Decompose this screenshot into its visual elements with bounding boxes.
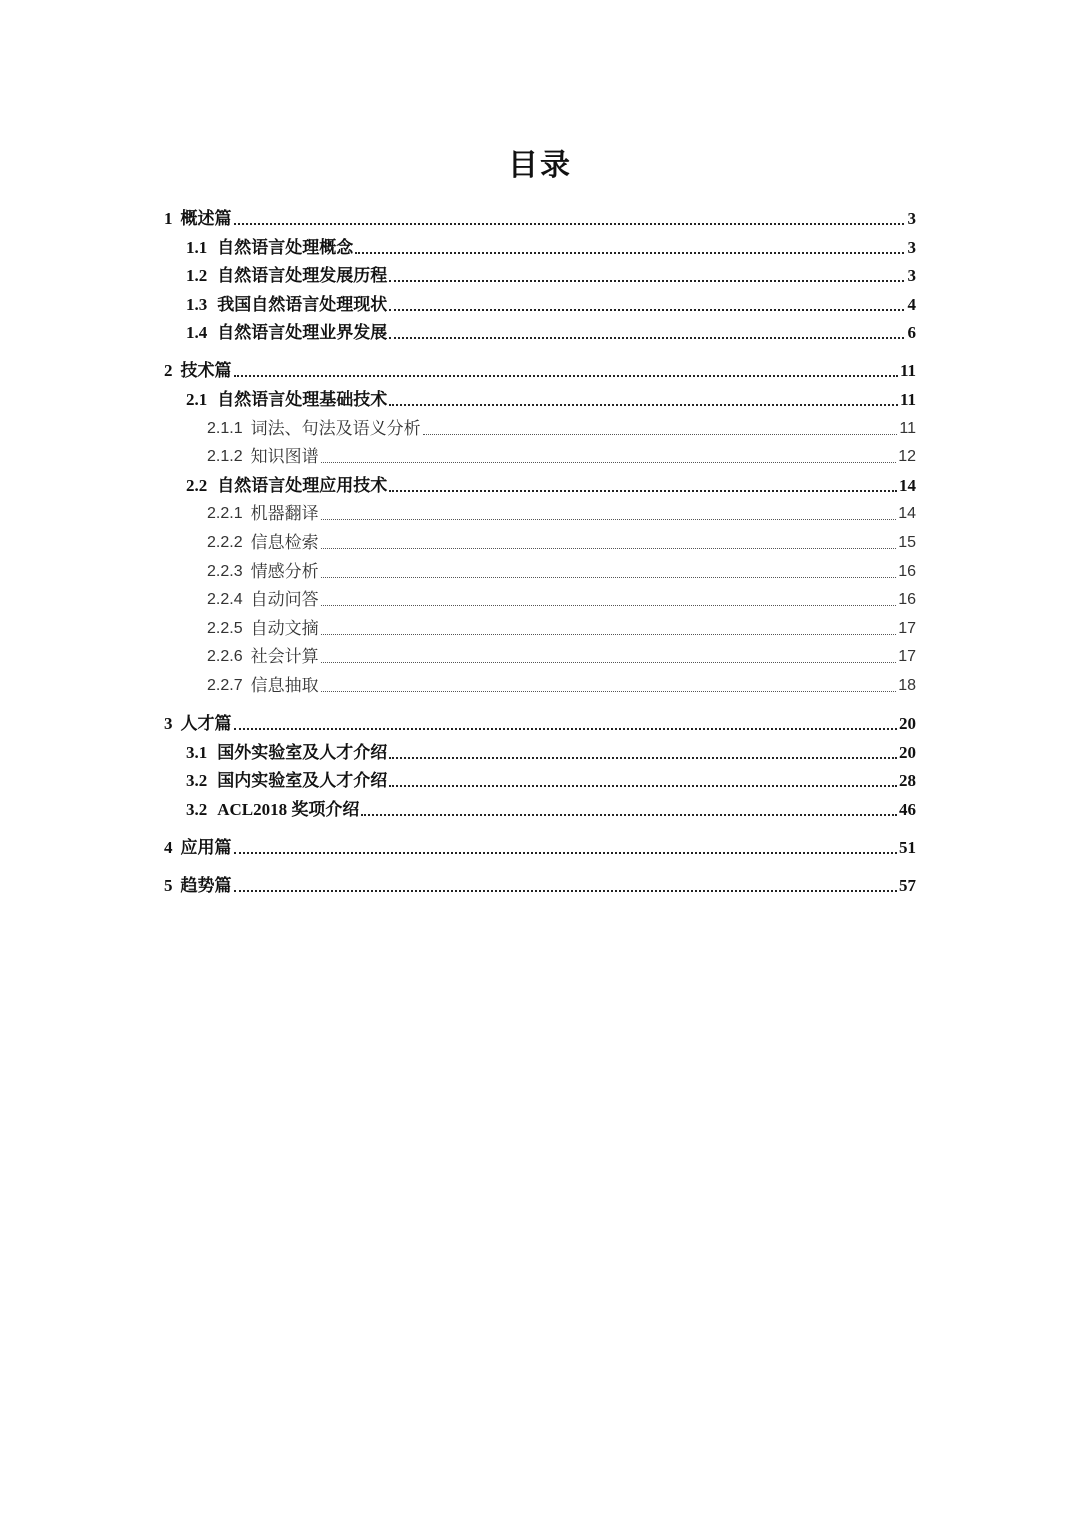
toc-entry[interactable] [164, 525, 916, 554]
toc-entry-label: 社会计算 [250, 647, 319, 667]
toc-entry-label: 信息抽取 [250, 675, 319, 695]
dot-leader [361, 814, 897, 816]
dot-leader [389, 490, 897, 492]
toc-entry-page-number: 11 [899, 419, 916, 437]
toc-entry-page-number: 15 [898, 533, 916, 551]
toc-entry[interactable] [164, 200, 916, 230]
toc-entry-number: 3.1 [186, 742, 208, 762]
toc-entry-label: 自然语言处理基础技术 [217, 389, 388, 409]
toc-entry-page-number: 11 [899, 361, 916, 381]
toc-entry-label: ACL2018 奖项介绍 [217, 799, 360, 819]
dot-leader [423, 434, 898, 435]
toc-entry-number: 3 [164, 713, 173, 733]
toc-entry-label: 机器翻译 [250, 504, 319, 524]
dot-leader [321, 691, 897, 692]
dot-leader [389, 757, 897, 759]
toc-entry-label: 词法、句法及语义分析 [250, 418, 421, 438]
toc-entry-label: 自然语言处理发展历程 [217, 266, 388, 286]
toc-entry[interactable] [164, 583, 916, 612]
toc-entry-number: 2 [164, 361, 173, 381]
toc-entry-number: 1.2 [186, 266, 208, 286]
toc-entry-label: 应用篇 [180, 837, 232, 857]
toc-entry[interactable] [164, 867, 916, 897]
dot-leader [321, 462, 897, 463]
toc-entry-label: 自然语言处理概念 [217, 237, 354, 257]
dot-leader [389, 785, 897, 787]
toc-entry-number: 1.1 [186, 237, 208, 257]
toc-entry-page-number: 3 [907, 237, 916, 257]
toc-entry-number: 2.1.1 [207, 419, 243, 437]
toc-entry[interactable] [164, 230, 916, 259]
toc-entry-number: 3.2 [186, 771, 208, 791]
toc-entry-page-number: 12 [898, 448, 916, 466]
toc-entry-page-number: 14 [899, 475, 916, 495]
toc-entry-label: 国外实验室及人才介绍 [217, 742, 388, 762]
toc-entry-number: 2.2.2 [207, 533, 243, 551]
toc-entry[interactable] [164, 497, 916, 526]
toc-entry-page-number: 14 [898, 505, 916, 523]
toc-entry-label: 概述篇 [180, 209, 232, 228]
toc-entry-label: 技术篇 [180, 361, 232, 381]
toc-entry-page-number: 20 [899, 742, 916, 762]
dot-leader [321, 634, 897, 635]
toc-entry-number: 2.1.2 [207, 448, 243, 466]
toc-entry[interactable] [164, 705, 916, 735]
dot-leader [234, 223, 905, 225]
toc-entry-page-number: 46 [899, 799, 916, 819]
toc-entry-page-number: 16 [898, 562, 916, 580]
toc-entry-label: 自然语言处理应用技术 [217, 475, 388, 495]
toc-entry-label: 情感分析 [250, 561, 319, 581]
toc-entry-number: 2.2.7 [207, 676, 243, 694]
dot-leader [321, 577, 897, 578]
toc-entry[interactable] [164, 764, 916, 793]
toc-entry[interactable] [164, 735, 916, 764]
toc-entry-page-number: 11 [899, 389, 916, 409]
toc-entry-page-number: 3 [907, 209, 916, 228]
toc-entry-label: 国内实验室及人才介绍 [217, 771, 388, 791]
toc-entry[interactable] [164, 287, 916, 316]
toc-entry[interactable] [164, 411, 916, 440]
toc-entry-label: 人才篇 [180, 713, 232, 733]
toc-entry[interactable] [164, 440, 916, 469]
toc-entry-number: 1 [164, 209, 173, 228]
toc-entry-page-number: 57 [899, 875, 916, 895]
toc-entry-label: 自然语言处理业界发展 [217, 323, 388, 343]
toc-entry-page-number: 18 [898, 676, 916, 694]
toc-entry-page-number: 17 [898, 619, 916, 637]
dot-leader [234, 890, 898, 892]
toc-entry-number: 4 [164, 837, 173, 857]
toc-entry[interactable] [164, 792, 916, 821]
toc-entry-number: 2.1 [186, 389, 208, 409]
dot-leader [389, 337, 904, 339]
toc-entry-page-number: 17 [898, 648, 916, 666]
toc-entry-label: 信息检索 [250, 532, 319, 552]
toc-entry-page-number: 16 [898, 591, 916, 609]
toc-entry[interactable] [164, 316, 916, 345]
toc-entry[interactable] [164, 668, 916, 697]
toc-entry-page-number: 20 [899, 713, 916, 733]
toc-entry-label: 趋势篇 [180, 875, 232, 895]
dot-leader [321, 548, 897, 549]
dot-leader [321, 519, 897, 520]
toc-entry[interactable] [164, 352, 916, 382]
toc-entry-number: 5 [164, 875, 173, 895]
toc-entry-number: 3.2 [186, 799, 208, 819]
toc-entry-number: 2.2.5 [207, 619, 243, 637]
toc-entry-label: 我国自然语言处理现状 [217, 294, 388, 314]
table-of-contents [164, 200, 916, 897]
toc-entry-number: 2.2.4 [207, 591, 243, 609]
toc-entry-number: 2.2.6 [207, 648, 243, 666]
toc-entry-number: 1.3 [186, 294, 208, 314]
toc-entry-page-number: 4 [907, 294, 916, 314]
toc-entry-page-number: 6 [907, 323, 916, 343]
toc-entry-number: 2.2 [186, 475, 208, 495]
toc-entry[interactable] [164, 382, 916, 411]
toc-entry-label: 自动文摘 [250, 618, 319, 638]
dot-leader [355, 252, 904, 254]
dot-leader [234, 852, 898, 854]
dot-leader [234, 728, 898, 730]
page-title: 目录 [508, 148, 572, 183]
toc-entry-page-number: 28 [899, 771, 916, 791]
toc-entry[interactable] [164, 259, 916, 288]
toc-entry-number: 2.2.1 [207, 505, 243, 523]
toc-entry[interactable] [164, 611, 916, 640]
toc-entry-number: 1.4 [186, 323, 208, 343]
toc-entry-page-number: 51 [899, 837, 916, 857]
toc-entry-page-number: 3 [907, 266, 916, 286]
dot-leader [389, 280, 904, 282]
dot-leader [389, 309, 904, 311]
toc-entry-label: 自动问答 [250, 590, 319, 610]
dot-leader [234, 375, 898, 377]
dot-leader [389, 404, 898, 406]
toc-entry[interactable] [164, 554, 916, 583]
toc-entry[interactable] [164, 640, 916, 669]
toc-entry-number: 2.2.3 [207, 562, 243, 580]
toc-entry[interactable] [164, 468, 916, 497]
dot-leader [321, 662, 897, 663]
dot-leader [321, 605, 897, 606]
toc-entry-label: 知识图谱 [250, 447, 319, 467]
toc-entry[interactable] [164, 829, 916, 859]
